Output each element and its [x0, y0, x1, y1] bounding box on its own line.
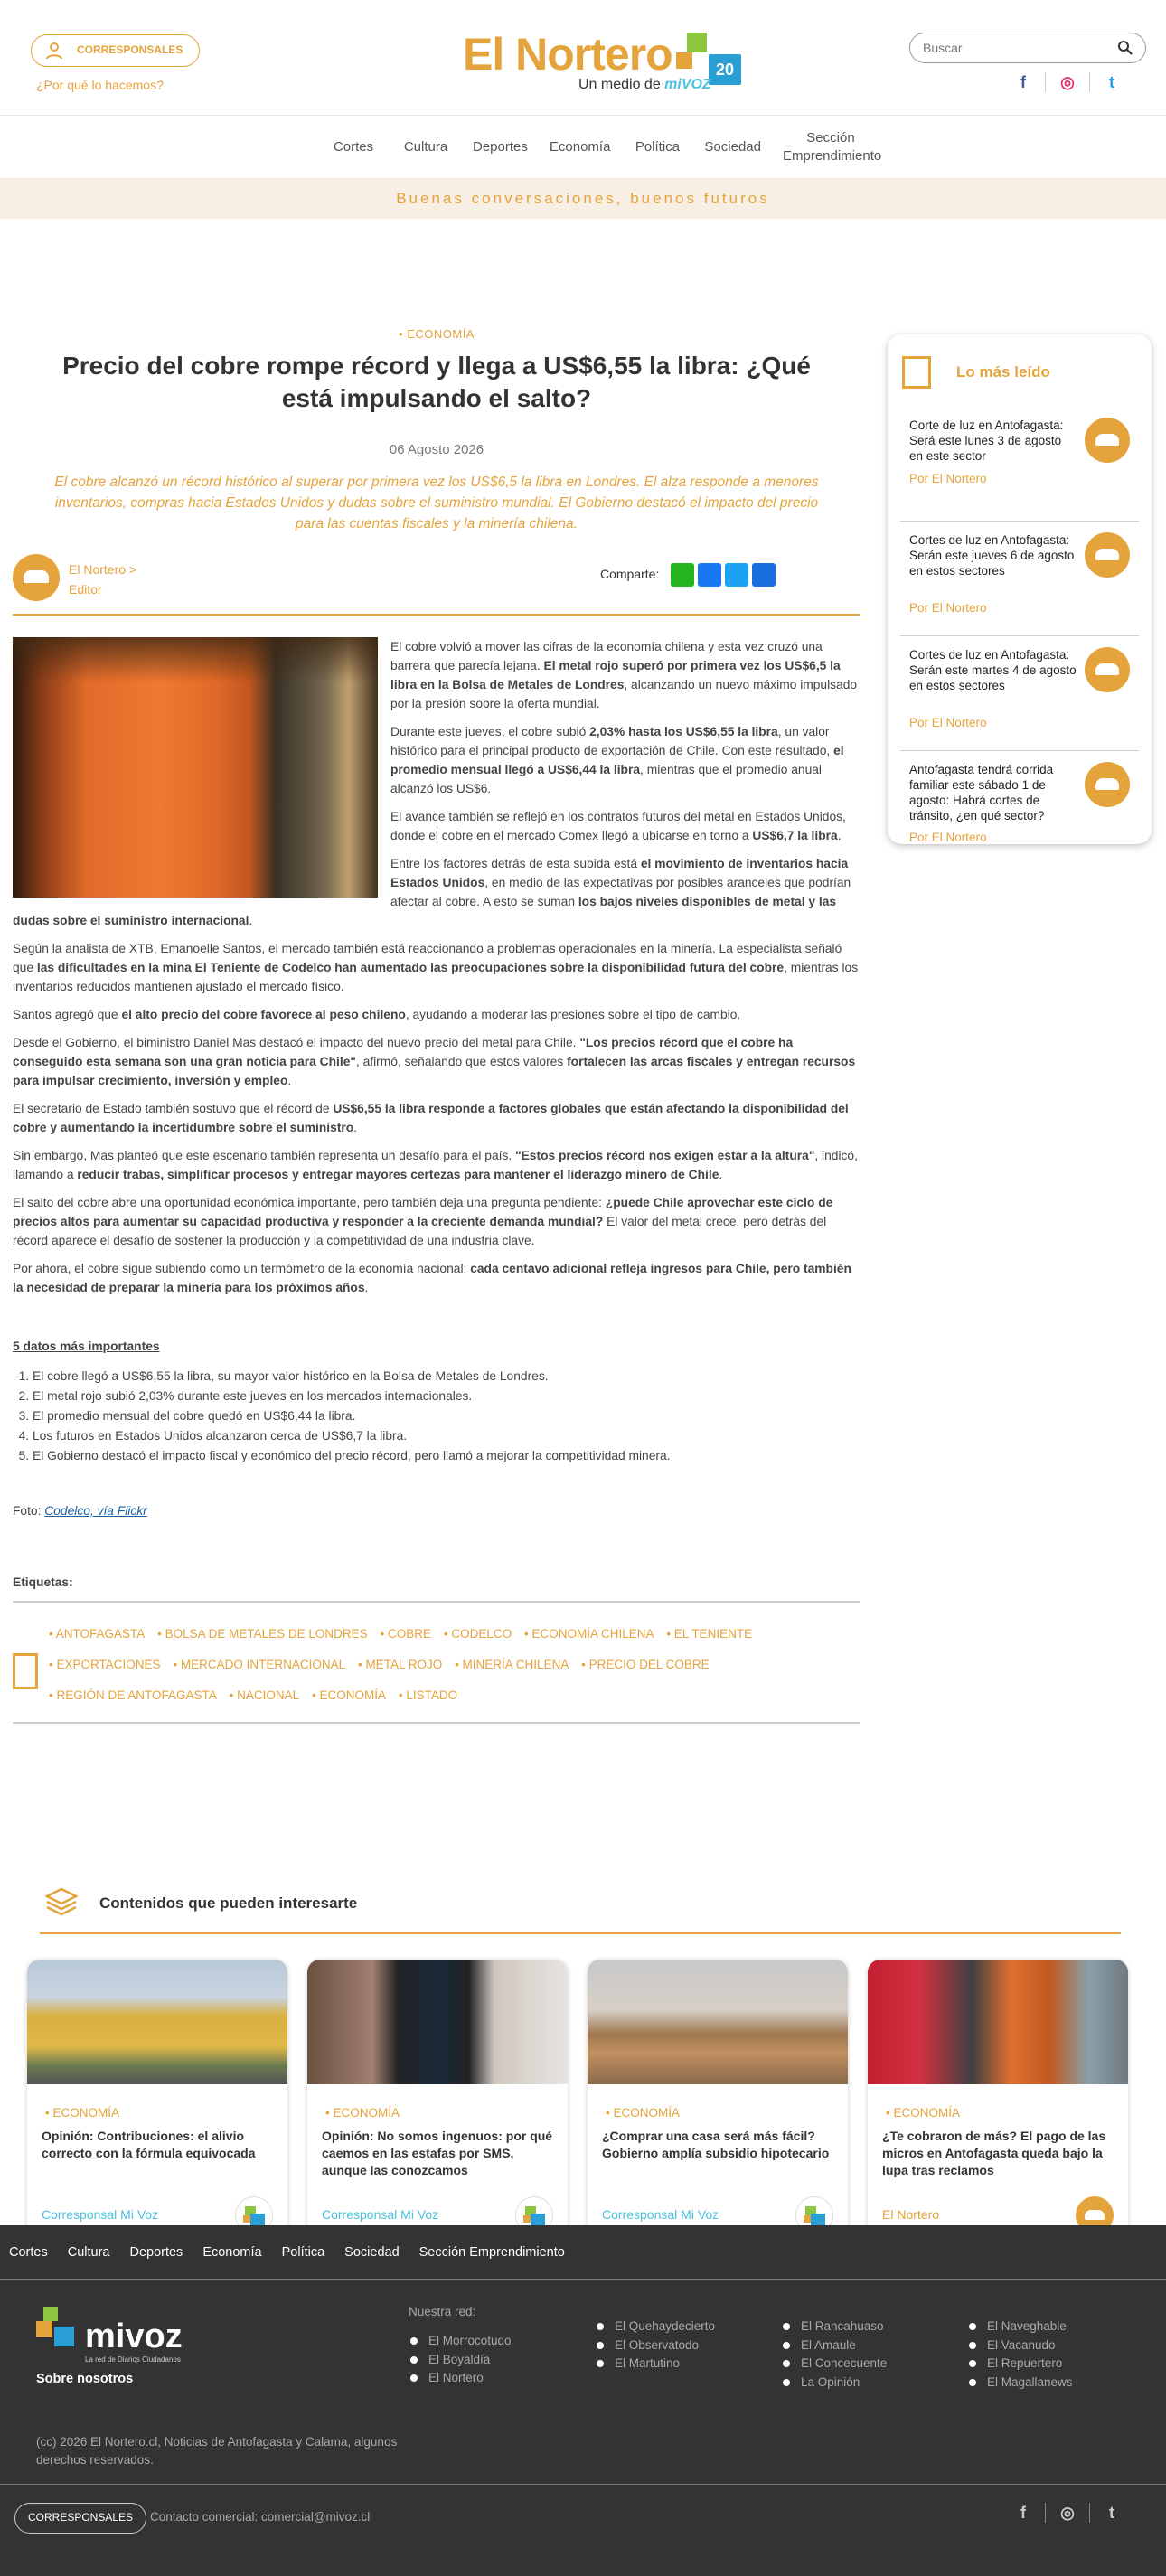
article: [13, 327, 860, 1724]
paragraph: Entre los factores detrás de esta subida está el movimiento de inventarios hacia Estados Unidos, en medio de las expectativas por posibles aranceles que podrían afectar al cobre. A esto se suman los bajos niveles disponibles de metal y las dudas sobre el suministro internacional.: [13, 857, 851, 927]
most-read-item[interactable]: [900, 407, 1139, 522]
related-cards: [27, 1960, 1128, 2254]
tag[interactable]: • ECONOMÍA: [312, 1680, 386, 1711]
tag[interactable]: • NACIONAL: [230, 1680, 300, 1711]
most-read-sidebar: [888, 334, 1152, 844]
tag[interactable]: • LISTADO: [399, 1680, 457, 1711]
card-category[interactable]: • ECONOMÍA: [886, 2106, 960, 2120]
most-read-author: Por El Nortero: [909, 472, 987, 485]
facts-list: [33, 1367, 860, 1465]
most-read-title[interactable]: Corte de luz en Antofagasta: Será este lunes 3 de agosto en este sector: [909, 418, 1064, 463]
most-read-author: Por El Nortero: [909, 831, 987, 844]
tag[interactable]: • CODELCO: [444, 1619, 512, 1650]
photo-credit-link[interactable]: Codelco, vía Flickr: [44, 1504, 147, 1518]
related-card[interactable]: [588, 1960, 848, 2254]
paragraph: Sin embargo, Mas planteó que este escenario también representa un desafío para el país. "Estos precios récord nos exigen estar a la altura", indicó, llamando a reducir trabas, simplificar procesos y entregar mayores certezas para mantener el liderazgo minero de Chile.: [13, 1149, 858, 1181]
paragraph: El cobre volvió a mover las cifras de la economía chilena y esta vez cruzó una barrera que parecía lejana. El metal rojo superó por primera vez los US$6,5 la libra en la Bolsa de Metales de Londres, alcanzando un nuevo máximo impulsado por la presión sobre la oferta mundial.: [390, 640, 858, 710]
network-list: [781, 2317, 887, 2392]
tag[interactable]: • COBRE: [381, 1619, 432, 1650]
share-label: Comparte:: [600, 567, 660, 581]
paragraph: El avance también se reflejó en los contratos futuros del metal en Estados Unidos, donde el cobre en el mercado Comex llegó a ubicarse en torno a US$6,7 la libra.: [390, 810, 846, 842]
logo-square-icon: [43, 2307, 58, 2321]
document-icon: [13, 1653, 38, 1689]
tag[interactable]: • ECONOMÍA CHILENA: [524, 1619, 654, 1650]
most-read-author: Por El Nortero: [909, 716, 987, 729]
tags-list: [13, 1603, 860, 1724]
avatar: [1085, 418, 1130, 463]
network-link[interactable]: El Morrocotudo: [409, 2332, 512, 2351]
whatsapp-share-icon[interactable]: [671, 563, 694, 587]
logo-cube-icon: [687, 33, 707, 52]
card-category[interactable]: • ECONOMÍA: [325, 2106, 400, 2120]
article-title: Precio del cobre rompe récord y llega a US$6,55 la libra: ¿Qué está impulsando el salto?: [62, 352, 811, 412]
related-card[interactable]: [307, 1960, 568, 2254]
network-link[interactable]: El Repuertero: [967, 2355, 1073, 2374]
card-author[interactable]: Corresponsal Mi Voz: [42, 2207, 159, 2222]
card-author[interactable]: Corresponsal Mi Voz: [602, 2207, 719, 2222]
search-input[interactable]: [909, 33, 1146, 63]
nav-item-deportes[interactable]: Deportes: [473, 139, 528, 155]
tag[interactable]: • BOLSA DE METALES DE LONDRES: [157, 1619, 368, 1650]
most-read-item[interactable]: [900, 751, 1139, 866]
card-title[interactable]: Opinión: No somos ingenuos: por qué caemos en las estafas por SMS, aunque las conozcamos: [322, 2129, 553, 2177]
article-photo: [13, 637, 378, 898]
print-icon[interactable]: [752, 563, 776, 587]
card-author[interactable]: El Nortero: [882, 2207, 940, 2222]
document-icon: [902, 356, 931, 389]
article-category[interactable]: • ECONOMÍA: [13, 327, 860, 341]
facebook-icon[interactable]: f: [1020, 2503, 1026, 2522]
slogan-banner: Buenas conversaciones, buenos futuros: [0, 179, 1166, 219]
card-image[interactable]: [868, 1960, 1128, 2084]
nav-item-emprendimiento[interactable]: Sección Emprendimiento: [782, 129, 882, 164]
photo-credit: Foto: Codelco, vía Flickr: [13, 1504, 147, 1518]
sidebar-header: [888, 334, 1152, 407]
network-link[interactable]: El Rancahuaso: [781, 2317, 887, 2336]
avatar: [1085, 647, 1130, 692]
article-body: [13, 637, 860, 1724]
layers-icon: [43, 1885, 80, 1918]
network-link[interactable]: El Observatodo: [595, 2336, 715, 2355]
footer-nav-item[interactable]: Política: [281, 2245, 325, 2260]
nav-item-cortes[interactable]: Cortes: [333, 139, 374, 155]
tag[interactable]: • EXPORTACIONES: [49, 1650, 161, 1680]
twitter-icon[interactable]: t: [1109, 72, 1114, 91]
author-info: [69, 559, 136, 599]
network-list: [409, 2332, 512, 2388]
sidebar-title: Lo más leído: [956, 363, 1050, 381]
paragraph: El secretario de Estado también sostuvo que el récord de US$6,55 la libra responde a factores globales que están afectando la disponibilidad del cobre y aumentando la incertidumbre sobre el suministro.: [13, 1102, 849, 1134]
related-card[interactable]: [868, 1960, 1128, 2254]
logo-cube-icon: [676, 52, 692, 69]
card-image[interactable]: [588, 1960, 848, 2084]
network-link[interactable]: El Quehaydecierto: [595, 2317, 715, 2336]
list-item: 3. El promedio mensual del cobre quedó en US$6,44 la libra.: [33, 1406, 860, 1425]
instagram-icon[interactable]: ◎: [1060, 72, 1075, 91]
corresponsales-label: CORRESPONSALES: [77, 43, 183, 56]
card-category[interactable]: • ECONOMÍA: [606, 2106, 680, 2120]
mivoz-tagline: La red de Diarios Ciudadanos: [85, 2355, 181, 2364]
footer-nav-item[interactable]: Cultura: [67, 2245, 110, 2260]
related-title: Contenidos que pueden interesarte: [99, 1894, 358, 1912]
card-category[interactable]: • ECONOMÍA: [45, 2106, 119, 2120]
tag[interactable]: • METAL ROJO: [358, 1650, 442, 1680]
network-link[interactable]: El Naveghable: [967, 2317, 1073, 2336]
article-lead: El cobre alcanzó un récord histórico al superar por primera vez los US$6,5 la libra en Londres. El alza responde a menores inventarios, compras hacia Estados Unidos y dudas sobre el suministro mundial. El Gobierno destacó el impacto del precio para las cuentas fiscales y la minería chilena.: [54, 475, 819, 531]
card-title[interactable]: ¿Te cobraron de más? El pago de las micros en Antofagasta queda bajo la lupa tras reclamos: [882, 2129, 1106, 2177]
list-item: 1. El cobre llegó a US$6,55 la libra, su mayor valor histórico en la Bolsa de Metales de Londres.: [33, 1367, 860, 1386]
users-icon: [44, 42, 64, 60]
instagram-icon[interactable]: ◎: [1060, 2503, 1075, 2522]
site-header: [0, 0, 1166, 116]
footer-bottom: [0, 2484, 1166, 2538]
footer-nav-item[interactable]: Sección Emprendimiento: [418, 2245, 565, 2260]
anniversary-badge: 20: [709, 54, 741, 85]
social-links: [1001, 72, 1133, 92]
list-item: 2. El metal rojo subió 2,03% durante este jueves en los mercados internacionales.: [33, 1387, 860, 1406]
logo-subtitle: Un medio de miVOZ: [578, 77, 711, 92]
most-read-title[interactable]: Cortes de luz en Antofagasta: Serán este martes 4 de agosto en estos sectores: [909, 648, 1077, 692]
logo-square-icon: [54, 2327, 74, 2346]
card-title[interactable]: ¿Comprar una casa será más fácil? Gobierno amplía subsidio hipotecario: [602, 2129, 830, 2160]
most-read-title[interactable]: Cortes de luz en Antofagasta: Serán este jueves 6 de agosto en estos sectores: [909, 533, 1075, 578]
card-image[interactable]: [307, 1960, 568, 2084]
avatar[interactable]: [13, 554, 60, 601]
network-link[interactable]: El Boyaldía: [409, 2351, 512, 2370]
site-logo[interactable]: [463, 27, 743, 99]
about-link[interactable]: Sobre nosotros: [36, 2372, 134, 2386]
logo-title: El Nortero: [463, 29, 672, 80]
facebook-icon[interactable]: f: [1020, 72, 1026, 91]
footer-nav-item[interactable]: Sociedad: [344, 2245, 400, 2260]
paragraph: Por ahora, el cobre sigue subiendo como un termómetro de la economía nacional: cada centavo adicional refleja ingresos para Chile, pero también la necesidad de preparar la minería para los próximos años.: [13, 1262, 851, 1294]
network-link[interactable]: El Nortero: [409, 2369, 512, 2388]
contact-info: Contacto comercial: comercial@mivoz.cl: [150, 2510, 371, 2524]
tag[interactable]: • ANTOFAGASTA: [49, 1619, 145, 1650]
network-link[interactable]: La Opinión: [781, 2374, 887, 2393]
footer-nav: [0, 2225, 1166, 2280]
nav-item-economia[interactable]: Economía: [549, 139, 611, 155]
site-footer: [0, 2225, 1166, 2576]
card-author[interactable]: Corresponsal Mi Voz: [322, 2207, 439, 2222]
network-list: [967, 2317, 1073, 2392]
most-read-title[interactable]: Antofagasta tendrá corrida familiar este sábado 1 de agosto: Habrá cortes de tránsito, ¿en qué sector?: [909, 763, 1054, 823]
most-read-item[interactable]: [900, 636, 1139, 751]
car-icon: [24, 570, 49, 583]
search-icon[interactable]: [1117, 40, 1133, 56]
author-row: [13, 554, 860, 616]
tag[interactable]: • REGIÓN DE ANTOFAGASTA: [49, 1680, 217, 1711]
list-item: 4. Los futuros en Estados Unidos alcanzaron cerca de US$6,7 la libra.: [33, 1426, 860, 1445]
corresponsales-button[interactable]: CORRESPONSALES: [14, 2503, 146, 2534]
paragraph: Según la analista de XTB, Emanoelle Santos, el mercado también está reaccionando a problemas operacionales en la minería. La especialista señaló que las dificultades en la mina El Teniente de Codelco han aumentado las preocupaciones sobre la disponibilidad futura del cobre, mientras los inventarios reducidos mantienen ajustado el mercado físico.: [13, 942, 859, 993]
share-buttons: [671, 563, 776, 587]
footer-nav-item[interactable]: Economía: [202, 2245, 262, 2260]
avatar: [1085, 762, 1130, 807]
tags-title: Etiquetas:: [13, 1573, 860, 1603]
nav-item-sociedad[interactable]: Sociedad: [704, 139, 761, 155]
avatar: [1085, 532, 1130, 578]
tag[interactable]: • MERCADO INTERNACIONAL: [173, 1650, 345, 1680]
network-link[interactable]: El Vacanudo: [967, 2336, 1073, 2355]
main-nav: [0, 116, 1166, 179]
article-date: 06 Agosto 2026: [389, 442, 484, 457]
footer-nav-item[interactable]: Cortes: [9, 2245, 48, 2260]
nav-item-cultura[interactable]: Cultura: [403, 139, 448, 155]
paragraph: Durante este jueves, el cobre subió 2,03% hasta los US$6,55 la libra, un valor histórico para el principal producto de exportación de Chile. Con este resultado, el promedio mensual llegó a US$6,44 la libra, mientras que el promedio anual alcanzó los US$6.: [390, 725, 844, 795]
twitter-share-icon[interactable]: [725, 563, 748, 587]
logo-square-icon: [36, 2321, 52, 2337]
list-item: 5. El Gobierno destacó el impacto fiscal y económico del precio récord, pero llamó a mejorar la competitividad minera.: [33, 1446, 860, 1465]
social-links: [1001, 2503, 1133, 2523]
tag[interactable]: • MINERÍA CHILENA: [455, 1650, 569, 1680]
card-title[interactable]: Opinión: Contribuciones: el alivio correcto con la fórmula equivocada: [42, 2129, 256, 2160]
mivoz-logo[interactable]: [36, 2307, 217, 2364]
network-title: Nuestra red:: [409, 2305, 476, 2318]
paragraph: Santos agregó que el alto precio del cobre favorece al peso chileno, ayudando a moderar las presiones sobre el tipo de cambio.: [13, 1008, 741, 1021]
card-image[interactable]: [27, 1960, 287, 2084]
network-link[interactable]: El Amaule: [781, 2336, 887, 2355]
facebook-share-icon[interactable]: [698, 563, 721, 587]
copyright: (cc) 2026 El Nortero.cl, Noticias de Antofagasta y Calama, algunos derechos reservados.: [36, 2435, 398, 2467]
facts-title: 5 datos más importantes: [13, 1340, 160, 1353]
network-link[interactable]: El Martutino: [595, 2355, 715, 2374]
main-content: [0, 219, 1166, 1846]
related-header: [40, 1882, 1121, 1934]
paragraph: Desde el Gobierno, el biministro Daniel Mas destacó el impacto del nuevo precio del metal para Chile. "Los precios récord que el cobre ha conseguido esta semana son una gran noticia para Chile", afirmó, señalando que estos valores fortalecen las arcas fiscales y entregan recursos para impulsar crecimiento, inversión y empleo.: [13, 1036, 856, 1087]
paragraph: El salto del cobre abre una oportunidad económica importante, pero también deja una pregunta pendiente: ¿puede Chile aprovechar este ciclo de precios altos para aumentar su capacidad productiva y responder a la creciente demanda mundial? El valor del metal crece, pero detrás del récord aparece el desafío de sostener la producción y la competitividad de una industria clave.: [13, 1196, 833, 1247]
nav-item-politica[interactable]: Política: [635, 139, 681, 155]
related-content: [0, 1846, 1166, 2225]
network-link[interactable]: El Magallanews: [967, 2374, 1073, 2393]
most-read-author: Por El Nortero: [909, 601, 987, 615]
network-list: [595, 2317, 715, 2374]
most-read-item[interactable]: [900, 522, 1139, 636]
corresponsales-button[interactable]: [31, 34, 200, 67]
tag[interactable]: • EL TENIENTE: [666, 1619, 752, 1650]
author-link[interactable]: El Nortero >: [69, 562, 137, 577]
tag[interactable]: • PRECIO DEL COBRE: [581, 1650, 710, 1680]
twitter-icon[interactable]: t: [1109, 2503, 1114, 2522]
footer-nav-item[interactable]: Deportes: [129, 2245, 183, 2260]
network-link[interactable]: El Concecuente: [781, 2355, 887, 2374]
author-role: Editor: [69, 582, 102, 597]
mivoz-wordmark: mivoz: [85, 2317, 183, 2355]
related-card[interactable]: [27, 1960, 287, 2254]
why-link[interactable]: ¿Por qué lo hacemos?: [36, 78, 164, 92]
